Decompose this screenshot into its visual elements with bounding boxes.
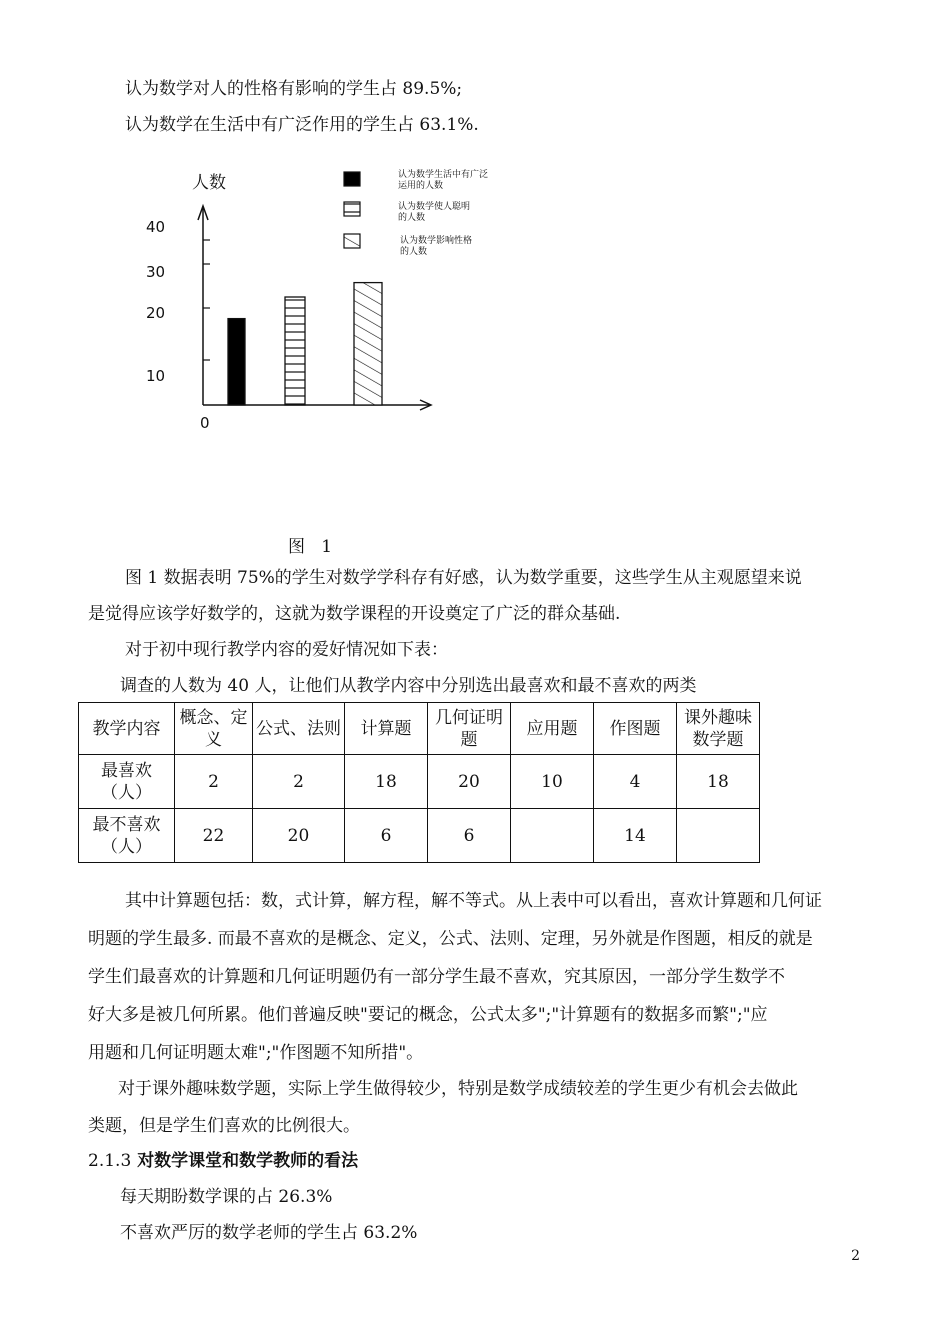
table-header-cell: 计算题 bbox=[345, 703, 428, 755]
section-title: 对数学课堂和数学教师的看法 bbox=[137, 1151, 359, 1171]
paragraph-line: 明题的学生最多. 而最不喜欢的是概念、定义，公式、法则、定理，另外就是作图题，相反的就是 bbox=[88, 929, 813, 949]
table-header-cell: 概念、定义 bbox=[175, 703, 253, 755]
table-cell: 10 bbox=[511, 755, 594, 809]
table-header-cell: 课外趣味数学题 bbox=[677, 703, 760, 755]
table-cell bbox=[677, 809, 760, 863]
legend-swatch-3 bbox=[344, 234, 360, 248]
paragraph-line: 图 1 数据表明 75%的学生对数学学科存有好感，认为数学重要，这些学生从主观愿望来说 bbox=[125, 568, 802, 588]
table-header-cell: 公式、法则 bbox=[253, 703, 345, 755]
y-axis-label: 人数 bbox=[192, 173, 226, 193]
table-cell: 6 bbox=[345, 809, 428, 863]
section-number: 2.1.3 bbox=[88, 1151, 132, 1171]
origin-label: 0 bbox=[200, 414, 210, 432]
legend-swatch-2 bbox=[344, 202, 360, 216]
legend-swatch-1 bbox=[344, 172, 360, 186]
y-tick-label: 10 bbox=[146, 367, 166, 385]
text-line-personality: 认为数学对人的性格有影响的学生占 89.5%; bbox=[125, 79, 463, 99]
paragraph-line: 其中计算题包括：数，式计算，解方程，解不等式。从上表中可以看出，喜欢计算题和几何证 bbox=[125, 891, 822, 911]
text-line-strict-teacher: 不喜欢严厉的数学老师的学生占 63.2% bbox=[120, 1223, 418, 1243]
table-cell: 4 bbox=[594, 755, 677, 809]
bar-2 bbox=[285, 297, 305, 405]
table-cell: 2 bbox=[253, 755, 345, 809]
paragraph-line: 好大多是被几何所累。他们普遍反映"要记的概念，公式太多";"计算题有的数据多而繁";"应 bbox=[88, 1005, 768, 1025]
table-cell: 2 bbox=[175, 755, 253, 809]
table-cell: 20 bbox=[253, 809, 345, 863]
page-number: 2 bbox=[851, 1248, 860, 1264]
table-cell: 18 bbox=[677, 755, 760, 809]
survey-table bbox=[78, 702, 760, 863]
row-label: 最喜欢（人） bbox=[79, 755, 175, 809]
table-header-cell: 作图题 bbox=[594, 703, 677, 755]
paragraph-line: 对于课外趣味数学题，实际上学生做得较少，特别是数学成绩较差的学生更少有机会去做此 bbox=[118, 1079, 798, 1099]
y-tick-label: 30 bbox=[146, 263, 166, 281]
paragraph-line: 学生们最喜欢的计算题和几何证明题仍有一部分学生最不喜欢，究其原因，一部分学生数学不 bbox=[88, 967, 785, 987]
table-row bbox=[79, 809, 760, 863]
table-header-cell: 应用题 bbox=[511, 703, 594, 755]
section-heading bbox=[88, 1150, 358, 1172]
paragraph-line: 是觉得应该学好数学的，这就为数学课程的开设奠定了广泛的群众基础. bbox=[88, 604, 621, 624]
table-cell: 18 bbox=[345, 755, 428, 809]
paragraph-line: 用题和几何证明题太难";"作图题不知所措"。 bbox=[88, 1043, 424, 1063]
legend-label-life: 认为数学生活中有广泛运用的人数 bbox=[398, 170, 489, 191]
text-line-look-forward: 每天期盼数学课的占 26.3% bbox=[120, 1187, 333, 1207]
legend-label-smart: 认为数学使人聪明的人数 bbox=[398, 202, 471, 223]
bar-1 bbox=[228, 319, 245, 405]
table-cell: 20 bbox=[428, 755, 511, 809]
table-header-cell: 教学内容 bbox=[79, 703, 175, 755]
table-header-cell: 几何证明题 bbox=[428, 703, 511, 755]
y-tick-label: 40 bbox=[146, 218, 166, 236]
table-cell: 14 bbox=[594, 809, 677, 863]
paragraph-line: 调查的人数为 40 人，让他们从教学内容中分别选出最喜欢和最不喜欢的两类 bbox=[120, 676, 697, 696]
y-tick-label: 20 bbox=[146, 304, 166, 322]
paragraph-line: 类题，但是学生们喜欢的比例很大。 bbox=[88, 1116, 360, 1136]
legend-label-personality: 认为数学影响性格的人数 bbox=[400, 236, 473, 257]
table-cell: 6 bbox=[428, 809, 511, 863]
text-line-life-usage: 认为数学在生活中有广泛作用的学生占 63.1%. bbox=[125, 115, 479, 135]
table-cell: 22 bbox=[175, 809, 253, 863]
paragraph-line: 对于初中现行教学内容的爱好情况如下表： bbox=[125, 640, 448, 660]
figure-caption: 图 1 bbox=[288, 537, 333, 557]
bar-3 bbox=[354, 283, 382, 405]
row-label: 最不喜欢（人） bbox=[79, 809, 175, 863]
table-header-row bbox=[79, 703, 760, 755]
table-cell bbox=[511, 809, 594, 863]
table-row bbox=[79, 755, 760, 809]
